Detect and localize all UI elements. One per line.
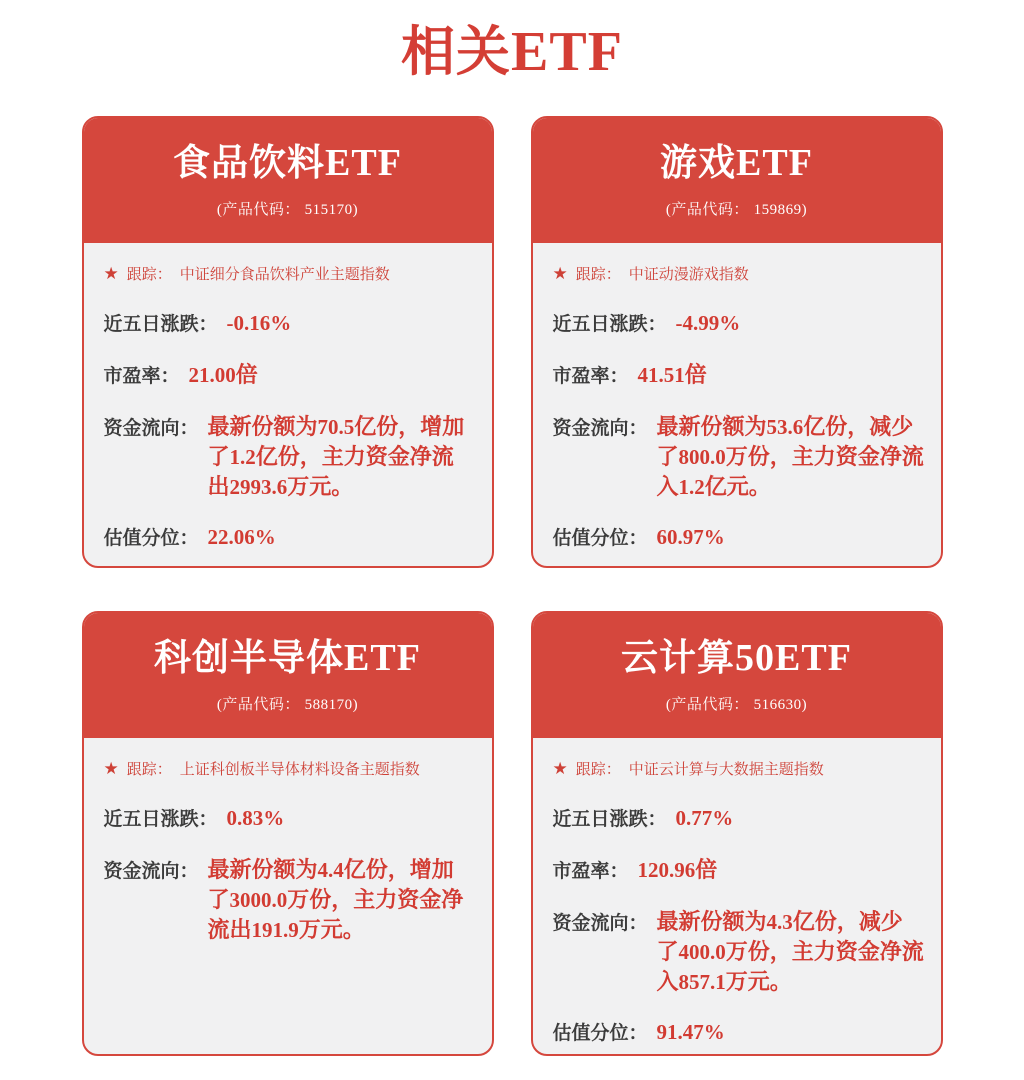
stat-value: 41.51倍 [637,362,707,387]
stat-value: 最新份额为4.3亿份，减少了400.0万份，主力资金净流入857.1万元。 [656,909,924,994]
stat-label: 近五日涨跌： [552,809,667,830]
star-icon: ★ [103,759,119,778]
etf-card-header [84,613,492,738]
etf-product-code: (产品代码： 159869) [665,200,808,218]
track-label: 跟踪： [575,266,621,283]
stat-label: 估值分位： [552,528,648,549]
stat-label: 近五日涨跌： [103,809,218,830]
etf-card-header [84,118,492,243]
stat-row [553,412,925,502]
etf-product-code: (产品代码： 588170) [216,695,359,713]
etf-card-body [533,243,941,566]
etf-card-body [84,243,492,566]
tracked-index-name: 中证云计算与大数据主题指数 [628,761,824,778]
stat-value: 0.77% [675,806,734,830]
stat-row [104,522,476,554]
tracked-index-name: 中证动漫游戏指数 [628,266,749,283]
etf-card [82,116,494,568]
tracked-index-name: 上证科创板半导体材料设备主题指数 [179,761,420,778]
stat-row [104,803,476,835]
stat-row [104,360,476,392]
stat-row [553,907,925,997]
stat-row [553,522,925,554]
stat-value: 22.06% [207,525,276,549]
star-icon: ★ [552,759,568,778]
stat-label: 市盈率： [552,366,629,387]
stat-label: 资金流向： [103,418,199,439]
etf-card-body [84,738,492,965]
stat-label: 近五日涨跌： [103,314,218,335]
etf-product-code: (产品代码： 515170) [216,200,359,218]
track-label: 跟踪： [575,761,621,778]
stat-row [553,803,925,835]
stat-label: 市盈率： [103,366,180,387]
stat-value: -4.99% [675,311,741,335]
etf-card [531,611,943,1056]
etf-name: 云计算50ETF [621,637,852,680]
stat-label: 资金流向： [552,913,648,934]
etf-name: 科创半导体ETF [154,637,421,680]
etf-card [82,611,494,1056]
etf-product-code: (产品代码： 516630) [665,695,808,713]
page-title: 相关ETF [401,21,623,83]
stat-row [553,855,925,887]
stat-row [104,308,476,340]
stat-value: 60.97% [656,525,725,549]
etf-card-body [533,738,941,1054]
etf-card [531,116,943,568]
stat-value: 0.83% [226,806,285,830]
stat-value: 最新份额为53.6亿份，减少了800.0万份，主力资金净流入1.2亿元。 [656,414,924,499]
stat-row [553,360,925,392]
stat-value: 21.00倍 [188,362,258,387]
stat-value: 91.47% [656,1020,725,1044]
stat-label: 资金流向： [103,861,199,882]
stat-row [104,855,476,945]
stat-row [553,1017,925,1049]
etf-card-header [533,118,941,243]
stat-value: 120.96倍 [637,857,718,882]
stat-label: 资金流向： [552,418,648,439]
stat-value: -0.16% [226,311,292,335]
stat-value: 最新份额为4.4亿份，增加了3000.0万份，主力资金净流出191.9万元。 [207,857,464,942]
star-icon: ★ [552,264,568,283]
etf-card-header [533,613,941,738]
stat-label: 估值分位： [103,528,199,549]
etf-name: 游戏ETF [660,142,813,185]
tracked-index-row [104,758,476,779]
stat-value: 最新份额为70.5亿份，增加了1.2亿份，主力资金净流出2993.6万元。 [207,414,465,499]
stat-label: 估值分位： [552,1023,648,1044]
stat-label: 市盈率： [552,861,629,882]
stat-row [104,412,476,502]
tracked-index-row [553,263,925,284]
stat-label: 近五日涨跌： [552,314,667,335]
stat-row [553,308,925,340]
tracked-index-row [104,263,476,284]
star-icon: ★ [103,264,119,283]
track-label: 跟踪： [126,761,172,778]
track-label: 跟踪： [126,266,172,283]
cards-grid [0,116,1024,1056]
etf-name: 食品饮料ETF [173,142,402,185]
tracked-index-name: 中证细分食品饮料产业主题指数 [179,266,390,283]
tracked-index-row [553,758,925,779]
